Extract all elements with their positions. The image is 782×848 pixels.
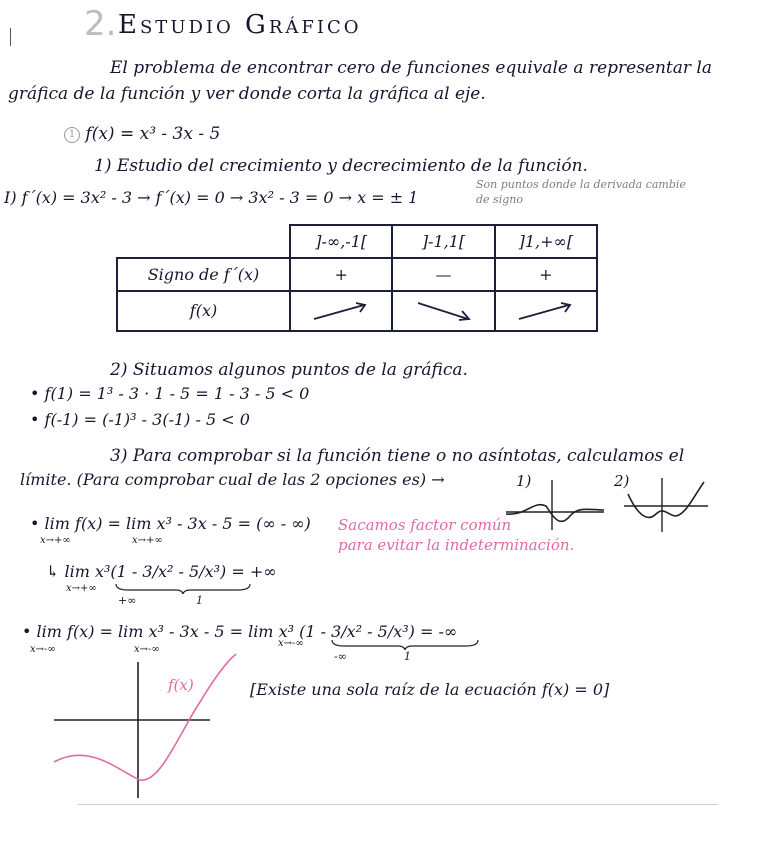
point-f1: • f(1) = 1³ - 3 · 1 - 5 = 1 - 3 - 5 < 0: [30, 384, 310, 403]
limit-2-under-b: 1: [196, 594, 203, 607]
page-title: Estudio Gráfico: [118, 10, 362, 40]
limit-1-sub-b: x→+∞: [132, 535, 163, 546]
function-graph: [50, 652, 250, 804]
table-cell: —: [392, 258, 494, 291]
table-row: [117, 291, 597, 331]
margin-mark: [10, 28, 11, 46]
factor-note-2: para evitar la indeterminación.: [338, 536, 575, 554]
sign-table: [116, 224, 598, 332]
section-1-heading: 1) Estudio del crecimiento y decrecimiento de la función.: [94, 156, 588, 176]
increasing-arrow-icon: [310, 299, 372, 323]
option-2-sketch: [620, 476, 712, 534]
table-cell: [290, 291, 392, 331]
limit-1: • lim f(x) = lim x³ - 3x - 5 = (∞ - ∞): [30, 514, 311, 533]
graph-label: f(x): [168, 676, 194, 694]
derivative-note-1: Son puntos donde la derivada cambie: [476, 178, 686, 191]
point-f-minus-1: • f(-1) = (-1)³ - 3(-1) - 5 < 0: [30, 410, 250, 429]
row-label: f(x): [117, 291, 290, 331]
table-cell: +: [495, 258, 597, 291]
item-1: [64, 124, 220, 144]
title-number: 2.: [84, 4, 117, 44]
increasing-arrow-icon: [515, 299, 577, 323]
table-cell: [392, 291, 494, 331]
section-3-heading: 3) Para comprobar si la función tiene o no asíntotas, calculamos el: [110, 446, 685, 466]
limit-2-sub: x→+∞: [66, 583, 97, 594]
decreasing-arrow-icon: [412, 299, 474, 323]
table-row: [117, 258, 597, 291]
limit-3-under-a: -∞: [334, 650, 347, 663]
section-2-heading: 2) Situamos algunos puntos de la gráfica.: [110, 360, 468, 380]
underbrace-icon: [114, 582, 252, 594]
option-2-label: 2): [614, 472, 630, 490]
limit-3: • lim f(x) = lim x³ - 3x - 5 = lim x³ (1 - 3/x² - 5/x³) = -∞: [22, 622, 458, 641]
function-curve: [54, 654, 236, 780]
row-label: Signo de f´(x): [117, 258, 290, 291]
intro-line-1: El problema de encontrar cero de funciones equivale a representar la: [110, 58, 712, 78]
factor-note-1: Sacamos factor común: [338, 516, 512, 534]
table-header: ]-∞,-1[: [290, 225, 392, 258]
limit-3-sub-c: x→-∞: [278, 638, 304, 649]
underbrace-icon: [330, 638, 480, 650]
limit-2-under-a: +∞: [118, 594, 137, 607]
derivative-note-2: de signo: [476, 193, 523, 206]
table-header-row: [117, 225, 597, 258]
table-cell: [495, 291, 597, 331]
intro-line-2: gráfica de la función y ver donde corta la gráfica al eje.: [8, 84, 486, 104]
limit-3-sub-b: x→-∞: [134, 644, 160, 655]
table-cell: +: [290, 258, 392, 291]
limit-2: ↳ lim x³(1 - 3/x² - 5/x³) = +∞: [46, 562, 277, 581]
table-header: ]-1,1[: [392, 225, 494, 258]
conclusion: [Existe una sola raíz de la ecuación f(x) = 0]: [250, 680, 610, 699]
limit-3-sub-a: x→-∞: [30, 644, 56, 655]
circled-number: 1: [64, 127, 80, 143]
option-1-sketch: [500, 476, 610, 534]
option-1-label: 1): [516, 472, 532, 490]
limit-1-sub-a: x→+∞: [40, 535, 71, 546]
bottom-divider: [78, 804, 718, 805]
table-header: ]1,+∞[: [495, 225, 597, 258]
table-corner: [117, 225, 290, 258]
derivative-line: I) f´(x) = 3x² - 3 → f´(x) = 0 → 3x² - 3 = 0 → x = ± 1: [4, 188, 419, 207]
section-3-line-2: límite. (Para comprobar cual de las 2 opciones es) →: [20, 470, 445, 489]
function-definition: f(x) = x³ - 3x - 5: [85, 124, 221, 144]
limit-3-under-b: 1: [404, 650, 411, 663]
